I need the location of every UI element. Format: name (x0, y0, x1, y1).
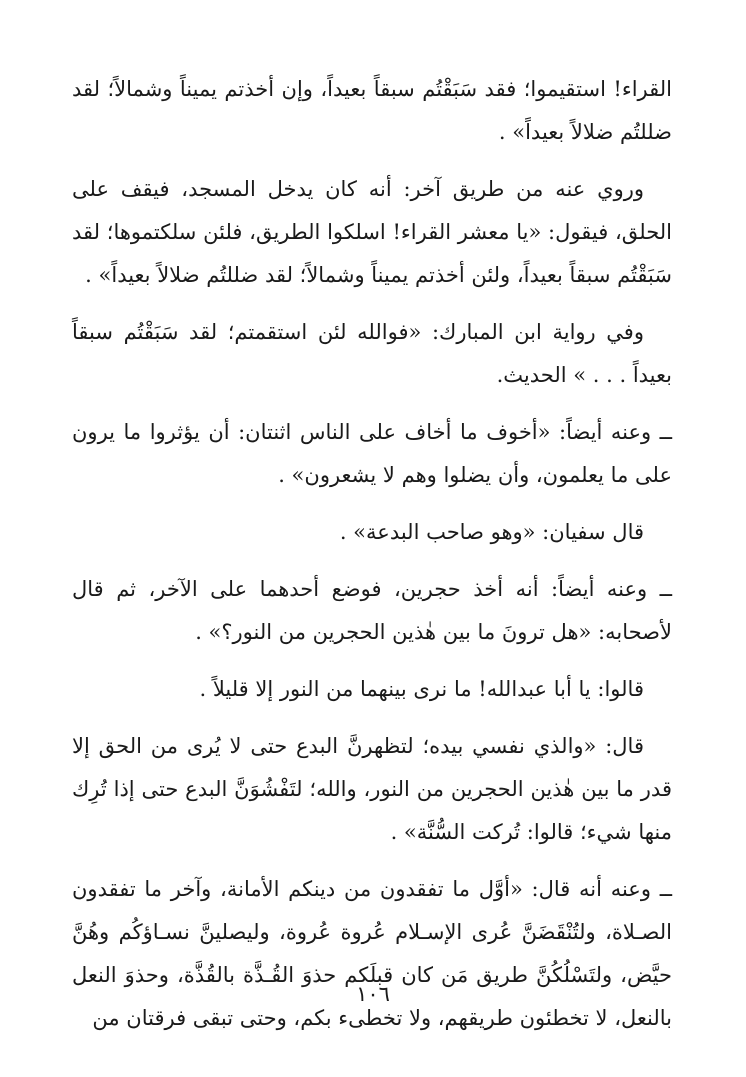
paragraph: وروي عنه من طريق آخر: أنه كان يدخل المسجد، فيقف على الحلق، فيقول: «يا معشر القراء! اسلكوا الطريق، فلئن سلكتموها؛ لقد سَبَقْتُم سبقاً بعيداً، ولئن أخذتم يميناً وشمالاً؛ لقد ضللتُم ضلالاً بعيداً» . (72, 177, 672, 287)
page-body (72, 68, 672, 1054)
paragraph: قالوا: يا أبا عبدالله! ما نرى بينهما من النور إلا قليلاً . (199, 677, 644, 701)
paragraph: ــ وعنه أنه قال: «أوَّل ما تفقدون من دينكم الأمانة، وآخر ما تفقدون الصـلاة، ولتُنْقَضَنَّ عُرى الإسـلام عُروة عُروة، وليصلينَّ نسـاؤكُم وهُنَّ حيَّض، ولتَسْلُكُنَّ طريق مَن كان قبلَكم حذوَ القُـذَّة بالقُذَّة، وحذوَ النعل بالنعل، لا تخطئون طريقهم، ولا تخطىء بكم، وحتى تبقى فرقتان من (72, 877, 672, 1030)
paragraph: القراء! استقيموا؛ فقد سَبَقْتُم سبقاً بعيداً، وإن أخذتم يميناً وشمالاً؛ لقد ضللتُم ضلالاً بعيداً» . (72, 77, 672, 144)
page-number: ١٠٦ (356, 982, 390, 1006)
paragraph: قال سفيان: «وهو صاحب البدعة» . (339, 520, 644, 544)
paragraph: ــ وعنه أيضاً: أنه أخذ حجرين، فوضع أحدهما على الآخر، ثم قال لأصحابه: «هل ترونَ ما بين هٰذين الحجرين من النور؟» . (72, 577, 672, 644)
paragraph: ــ وعنه أيضاً: «أخوف ما أخاف على الناس اثنتان: أن يؤثروا ما يرون على ما يعلمون، وأن يضلوا وهم لا يشعرون» . (72, 420, 672, 487)
paragraph: وفي رواية ابن المبارك: «فوالله لئن استقمتم؛ لقد سَبَقْتُم سبقاً بعيداً . . . » الحديث. (72, 320, 672, 387)
paragraph: قال: «والذي نفسي بيده؛ لتظهرنَّ البدع حتى لا يُرى من الحق إلا قدر ما بين هٰذين الحجرين من النور، والله؛ لتَفْشُوَنَّ البدع حتى إذا تُرِك منها شيء؛ قالوا: تُركت السُّنَّة» . (72, 734, 672, 844)
